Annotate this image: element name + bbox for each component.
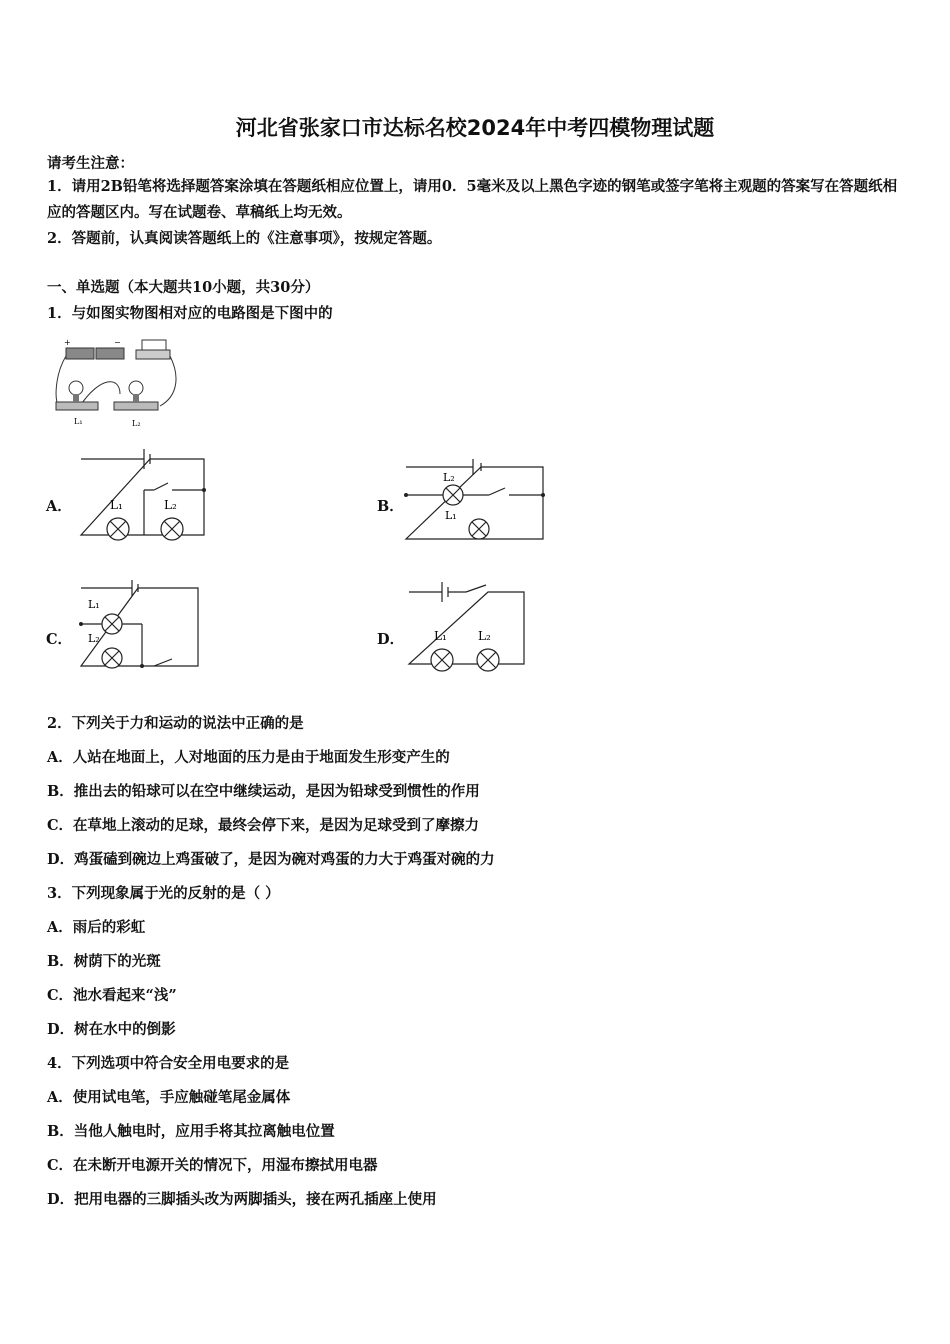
diagram-c-l1: L₁ xyxy=(88,598,100,611)
diagram-a-l1: L₁ xyxy=(110,498,123,512)
section-heading: 一、单选题（本大题共10小题，共30分） xyxy=(47,279,320,296)
notice-heading: 请考生注意： xyxy=(47,155,134,172)
photo-l2: L₂ xyxy=(132,419,141,428)
q3-stem: 3．下列现象属于光的反射的是（ ） xyxy=(47,885,280,902)
q4-option-d[interactable]: D．把用电器的三脚插头改为两脚插头，接在两孔插座上使用 xyxy=(47,1191,437,1208)
q2-option-c[interactable]: C．在草地上滚动的足球，最终会停下来，是因为足球受到了摩擦力 xyxy=(47,817,480,834)
q1-diagram-d xyxy=(408,578,530,673)
q3-option-d[interactable]: D．树在水中的倒影 xyxy=(47,1021,176,1038)
q1-option-c[interactable]: C． xyxy=(46,631,73,648)
q4-option-b[interactable]: B．当他人触电时，应用手将其拉离触电位置 xyxy=(47,1123,335,1140)
q4-option-c[interactable]: C．在未断开电源开关的情况下，用湿布擦拭用电器 xyxy=(47,1157,378,1174)
photo-minus: − xyxy=(114,338,121,347)
q1-option-d[interactable]: D． xyxy=(377,631,405,648)
q3-option-b[interactable]: B．树荫下的光斑 xyxy=(47,953,161,970)
diagram-b-l1: L₁ xyxy=(445,509,457,522)
q2-option-b[interactable]: B．推出去的铅球可以在空中继续运动，是因为铅球受到惯性的作用 xyxy=(47,783,480,800)
notice-item-1: 1．请用2B铅笔将选择题答案涂填在答题纸相应位置上，请用0．5毫米及以上黑色字迹的钢笔或签字笔将主观题的答案写在答题纸相应的答题区内。写在试题卷、草稿纸上均无效。 xyxy=(47,178,898,221)
q1-physical-circuit-photo xyxy=(50,336,180,432)
q1-stem: 1．与如图实物图相对应的电路图是下图中的 xyxy=(47,305,333,322)
q2-stem: 2．下列关于力和运动的说法中正确的是 xyxy=(47,715,304,732)
q4-option-a[interactable]: A．使用试电笔，手应触碰笔尾金属体 xyxy=(47,1089,291,1106)
page-title: 河北省张家口市达标名校2024年中考四模物理试题 xyxy=(235,116,715,140)
diagram-b-l2: L₂ xyxy=(443,471,455,484)
diagram-c-l2: L₂ xyxy=(88,632,100,645)
q1-diagram-a xyxy=(80,445,210,547)
q4-stem: 4．下列选项中符合安全用电要求的是 xyxy=(47,1055,290,1072)
q1-diagram-b xyxy=(405,455,550,547)
q2-option-a[interactable]: A．人站在地面上，人对地面的压力是由于地面发生形变产生的 xyxy=(47,749,450,766)
q3-option-a[interactable]: A．雨后的彩虹 xyxy=(47,919,146,936)
diagram-d-l2: L₂ xyxy=(478,629,491,643)
q1-diagram-c xyxy=(80,578,202,673)
q2-option-d[interactable]: D．鸡蛋磕到碗边上鸡蛋破了，是因为碗对鸡蛋的力大于鸡蛋对碗的力 xyxy=(47,851,495,868)
photo-plus: + xyxy=(64,338,71,347)
photo-l1: L₁ xyxy=(74,417,83,426)
q1-option-b[interactable]: B． xyxy=(377,498,404,515)
notice-item-2: 2．答题前，认真阅读答题纸上的《注意事项》，按规定答题。 xyxy=(47,230,442,247)
diagram-a-l2: L₂ xyxy=(164,498,177,512)
q3-option-c[interactable]: C．池水看起来“浅” xyxy=(47,987,177,1004)
q1-option-a[interactable]: A． xyxy=(46,498,72,515)
diagram-d-l1: L₁ xyxy=(434,629,447,643)
